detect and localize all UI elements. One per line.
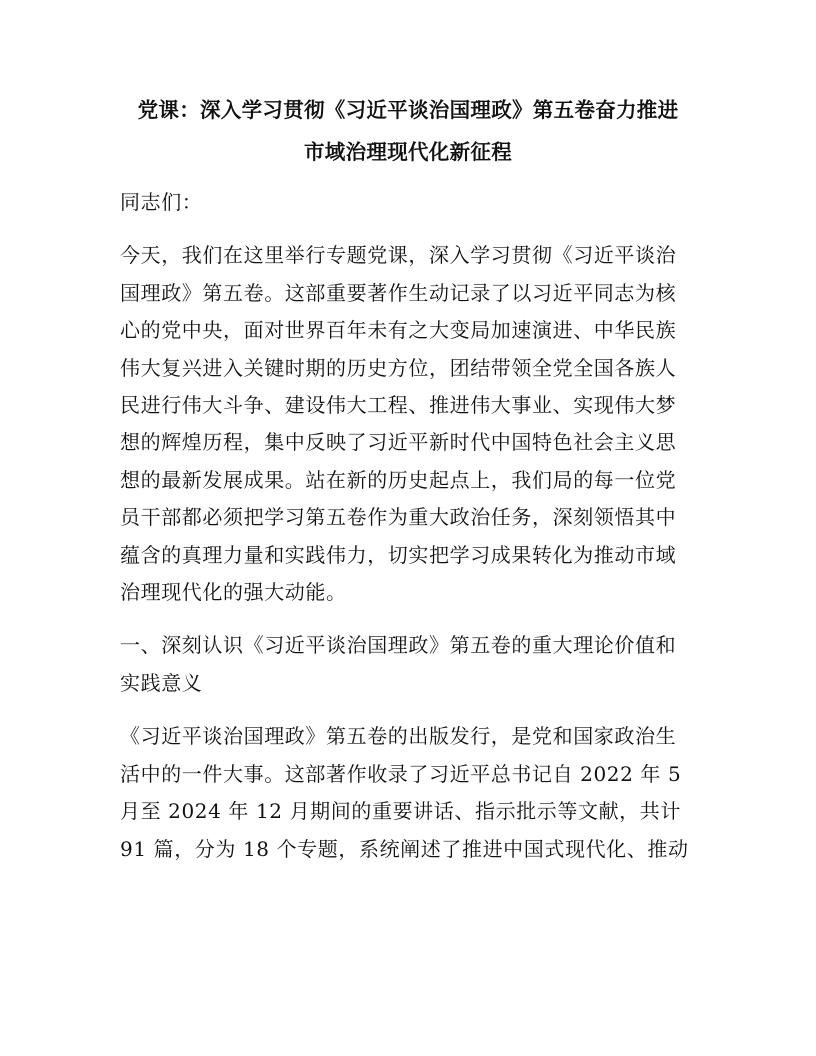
salutation: 同志们： bbox=[120, 190, 203, 214]
text-line: 民进行伟大斗争、建设伟大工程、推进伟大事业、实现伟大梦 bbox=[120, 393, 677, 418]
text-line: 今天，我们在这里举行专题党课，深入学习贯彻《习近平谈治 bbox=[120, 243, 677, 268]
text-line: 国理政》第五卷。这部重要著作生动记录了以习近平同志为核 bbox=[120, 280, 677, 305]
text-line: 《习近平谈治国理政》第五卷的出版发行，是党和国家政治生 bbox=[120, 724, 677, 749]
paragraph-section-1 bbox=[120, 718, 696, 868]
text-line: 伟大复兴进入关键时期的历史方位，团结带领全党全国各族人 bbox=[120, 355, 677, 380]
title-line: 市域治理现代化新征程 bbox=[304, 140, 512, 164]
document-title bbox=[120, 92, 696, 170]
text-line: 想的辉煌历程，集中反映了习近平新时代中国特色社会主义思 bbox=[120, 430, 677, 455]
heading-line: 一、深刻认识《习近平谈治国理政》第五卷的重大理论价值和 bbox=[120, 633, 677, 658]
text-line: 蕴含的真理力量和实践伟力，切实把学习成果转化为推动市域 bbox=[120, 542, 677, 567]
text-line: 活中的一件大事。这部著作收录了习近平总书记自 2022 年 5 bbox=[120, 761, 682, 786]
paragraph-intro bbox=[120, 237, 696, 611]
text-line: 员干部都必须把学习第五卷作为重大政治任务，深刻领悟其中 bbox=[120, 505, 677, 530]
text-line: 心的党中央，面对世界百年未有之大变局加速演进、中华民族 bbox=[120, 318, 677, 343]
text-line: 治理现代化的强大动能。 bbox=[120, 580, 347, 605]
text-line: 想的最新发展成果。站在新的历史起点上，我们局的每一位党 bbox=[120, 467, 677, 492]
title-line: 党课：深入学习贯彻《习近平谈治国理政》第五卷奋力推进 bbox=[137, 98, 679, 122]
text-line: 月至 2024 年 12 月期间的重要讲话、指示批示等文献，共计 bbox=[120, 799, 681, 824]
section-heading-1 bbox=[120, 627, 696, 702]
heading-line: 实践意义 bbox=[120, 670, 203, 695]
text-line: 91 篇，分为 18 个专题，系统阐述了推进中国式现代化、推动 bbox=[120, 836, 689, 861]
document-body bbox=[120, 92, 696, 868]
